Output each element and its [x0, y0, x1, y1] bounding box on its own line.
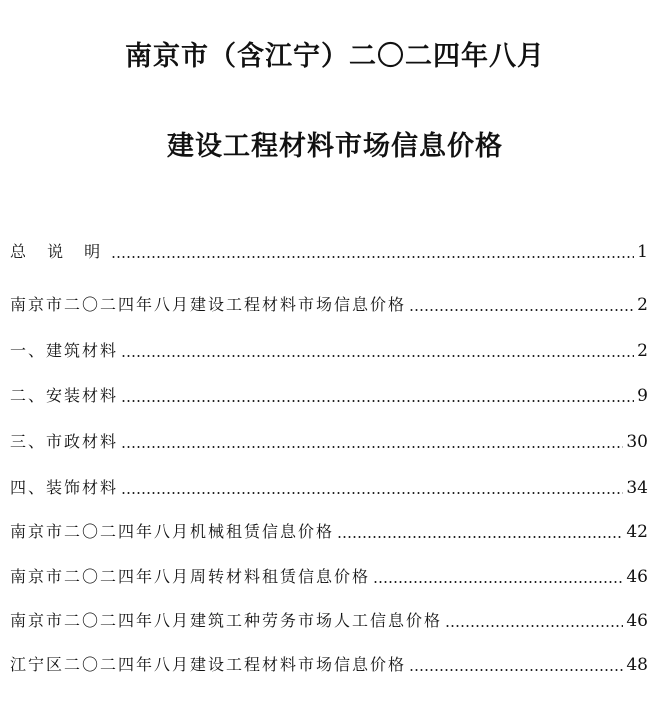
toc-entry-labor-prices[interactable] [10, 607, 648, 631]
toc-entry-installation-materials[interactable] [10, 382, 648, 406]
toc-dot-leader [409, 309, 634, 311]
document-title: 南京市（含江宁）二〇二四年八月 [125, 41, 545, 72]
toc-entry-page: 46 [626, 611, 648, 631]
toc-entry-label: 一、建筑材料 [10, 341, 119, 360]
toc-entry-label: 江宁区二〇二四年八月建设工程材料市场信息价格 [10, 655, 407, 674]
toc-dot-leader [121, 492, 623, 494]
toc-entry-page: 42 [626, 522, 648, 542]
toc-dot-leader [337, 536, 623, 538]
toc-dot-leader [111, 256, 634, 258]
toc-entry-jiangning-materials[interactable] [10, 651, 648, 675]
toc-entry-label: 南京市二〇二四年八月建筑工种劳务市场人工信息价格 [10, 611, 443, 630]
toc-entry-label: 南京市二〇二四年八月建设工程材料市场信息价格 [10, 295, 407, 314]
toc-entry-page: 2 [637, 295, 648, 315]
toc-entry-nanjing-materials[interactable] [10, 291, 648, 315]
document-subtitle: 建设工程材料市场信息价格 [167, 131, 503, 162]
toc-dot-leader [373, 581, 623, 583]
toc-dot-leader [121, 355, 634, 357]
toc-entry-label: 南京市二〇二四年八月机械租赁信息价格 [10, 522, 335, 541]
toc-entry-page: 30 [626, 432, 648, 452]
toc-entry-municipal-materials[interactable] [10, 428, 648, 452]
toc-entry-page: 2 [637, 341, 648, 361]
toc-dot-leader [121, 446, 623, 448]
toc-entry-label: 四、装饰材料 [10, 478, 119, 497]
toc-entry-building-materials[interactable] [10, 337, 648, 361]
toc-entry-label: 二、安装材料 [10, 386, 119, 405]
toc-entry-label: 三、市政材料 [10, 432, 119, 451]
toc-entry-label: 总 说 明 [10, 242, 109, 261]
toc-dot-leader [121, 400, 634, 402]
toc-entry-page: 48 [626, 655, 648, 675]
toc-entry-page: 9 [637, 386, 648, 406]
toc-entry-label: 南京市二〇二四年八月周转材料租赁信息价格 [10, 567, 371, 586]
toc-entry-decoration-materials[interactable] [10, 474, 648, 498]
toc-entry-page: 46 [626, 567, 648, 587]
toc-entry-page: 1 [637, 242, 648, 262]
toc-entry-general-notes[interactable] [10, 238, 648, 262]
toc-dot-leader [445, 625, 623, 627]
toc-entry-machinery-rental[interactable] [10, 518, 648, 542]
toc-entry-turnover-rental[interactable] [10, 563, 648, 587]
toc-dot-leader [409, 669, 623, 671]
toc-entry-page: 34 [626, 478, 648, 498]
